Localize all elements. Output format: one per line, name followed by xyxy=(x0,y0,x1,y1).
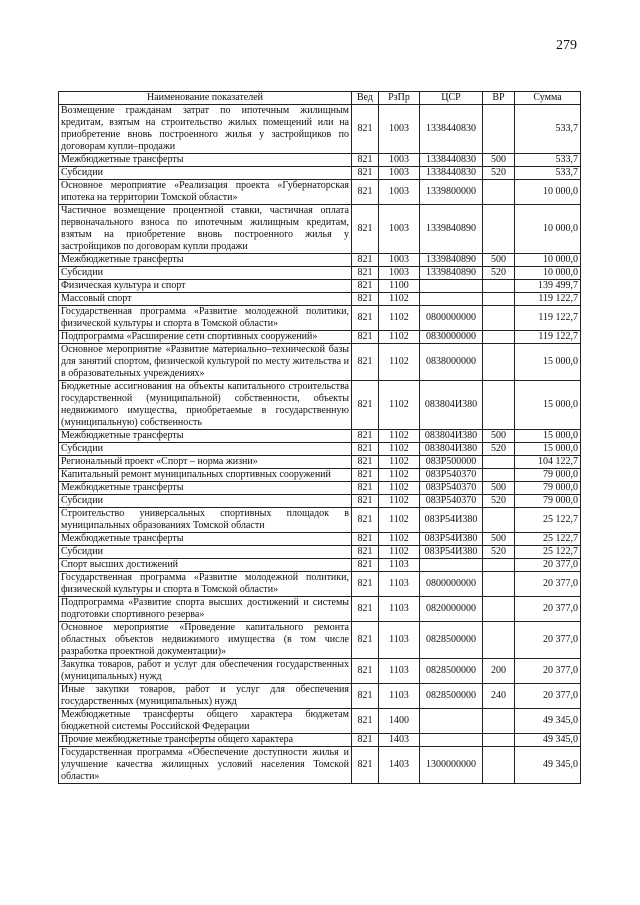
cell-name: Строительство универсальных спортивных площадок в муниципальных образованиях Томской области xyxy=(59,508,352,533)
budget-table xyxy=(58,91,581,784)
cell-vr: 500 xyxy=(483,430,515,443)
cell-vr xyxy=(483,344,515,381)
cell-ved: 821 xyxy=(352,254,379,267)
cell-vr: 520 xyxy=(483,443,515,456)
cell-ved: 821 xyxy=(352,154,379,167)
cell-csr: 1339840890 xyxy=(420,205,483,254)
table-row xyxy=(59,684,581,709)
cell-csr: 1338440830 xyxy=(420,105,483,154)
cell-name: Подпрограмма «Расширение сети спортивных сооружений» xyxy=(59,331,352,344)
cell-rzpr: 1102 xyxy=(379,344,420,381)
cell-rzpr: 1102 xyxy=(379,482,420,495)
cell-vr xyxy=(483,622,515,659)
cell-ved: 821 xyxy=(352,572,379,597)
cell-sum: 533,7 xyxy=(515,105,581,154)
cell-name: Субсидии xyxy=(59,546,352,559)
cell-vr xyxy=(483,205,515,254)
cell-name: Субсидии xyxy=(59,495,352,508)
cell-sum: 533,7 xyxy=(515,154,581,167)
cell-rzpr: 1103 xyxy=(379,659,420,684)
header-ved: Вед xyxy=(352,92,379,105)
cell-sum: 20 377,0 xyxy=(515,622,581,659)
cell-rzpr: 1102 xyxy=(379,508,420,533)
table-row xyxy=(59,430,581,443)
cell-vr: 500 xyxy=(483,154,515,167)
cell-rzpr: 1103 xyxy=(379,559,420,572)
cell-name: Основное мероприятие «Развитие материально–технической базы для занятий спортом, физической культурой по месту жительства и в образовательных учреждениях» xyxy=(59,344,352,381)
cell-sum: 10 000,0 xyxy=(515,205,581,254)
header-csr: ЦСР xyxy=(420,92,483,105)
table-row xyxy=(59,331,581,344)
cell-vr: 500 xyxy=(483,254,515,267)
cell-csr xyxy=(420,709,483,734)
cell-vr: 520 xyxy=(483,167,515,180)
cell-rzpr: 1400 xyxy=(379,709,420,734)
cell-name: Межбюджетные трансферты xyxy=(59,154,352,167)
cell-ved: 821 xyxy=(352,597,379,622)
table-row xyxy=(59,267,581,280)
cell-vr xyxy=(483,180,515,205)
cell-sum: 139 499,7 xyxy=(515,280,581,293)
table-row xyxy=(59,280,581,293)
cell-ved: 821 xyxy=(352,747,379,784)
cell-name: Частичное возмещение процентной ставки, частичная оплата первоначального взноса по ипотечным жилищным кредитам, взятым на приобретение вновь построенного жилья у застройщиков по договорам купли продажи xyxy=(59,205,352,254)
cell-csr: 083P54И380 xyxy=(420,533,483,546)
cell-csr xyxy=(420,559,483,572)
cell-name: Межбюджетные трансферты xyxy=(59,533,352,546)
cell-vr: 520 xyxy=(483,495,515,508)
cell-name: Основное мероприятие «Проведение капитального ремонта областных объектов недвижимого имущества (в том числе разработка проектной документации)» xyxy=(59,622,352,659)
table-row xyxy=(59,469,581,482)
cell-rzpr: 1102 xyxy=(379,469,420,482)
cell-rzpr: 1103 xyxy=(379,597,420,622)
cell-csr xyxy=(420,293,483,306)
cell-vr: 500 xyxy=(483,482,515,495)
cell-sum: 10 000,0 xyxy=(515,180,581,205)
cell-ved: 821 xyxy=(352,430,379,443)
cell-name: Бюджетные ассигнования на объекты капитального строительства государственной (муниципальной) собственности, объекты недвижимого имущества, приобретаемые в государственную (муниципальную) собственность xyxy=(59,381,352,430)
table-row xyxy=(59,734,581,747)
cell-ved: 821 xyxy=(352,306,379,331)
cell-rzpr: 1102 xyxy=(379,430,420,443)
cell-ved: 821 xyxy=(352,734,379,747)
cell-name: Государственная программа «Обеспечение доступности жилья и улучшение качества жилищных условий населения Томской области» xyxy=(59,747,352,784)
cell-ved: 821 xyxy=(352,482,379,495)
cell-csr: 0830000000 xyxy=(420,331,483,344)
page-number: 279 xyxy=(556,38,577,53)
cell-csr: 1338440830 xyxy=(420,154,483,167)
cell-sum: 104 122,7 xyxy=(515,456,581,469)
cell-ved: 821 xyxy=(352,443,379,456)
cell-name: Межбюджетные трансферты xyxy=(59,482,352,495)
cell-vr: 240 xyxy=(483,684,515,709)
cell-vr xyxy=(483,734,515,747)
cell-csr: 083P540370 xyxy=(420,482,483,495)
cell-csr: 0838000000 xyxy=(420,344,483,381)
table-row xyxy=(59,482,581,495)
cell-name: Субсидии xyxy=(59,167,352,180)
cell-csr: 0828500000 xyxy=(420,684,483,709)
cell-ved: 821 xyxy=(352,508,379,533)
cell-sum: 79 000,0 xyxy=(515,469,581,482)
cell-name: Иные закупки товаров, работ и услуг для обеспечения государственных (муниципальных) нужд xyxy=(59,684,352,709)
cell-name: Массовый спорт xyxy=(59,293,352,306)
cell-ved: 821 xyxy=(352,559,379,572)
cell-ved: 821 xyxy=(352,546,379,559)
cell-sum: 119 122,7 xyxy=(515,293,581,306)
cell-sum: 25 122,7 xyxy=(515,508,581,533)
cell-name: Подпрограмма «Развитие спорта высших достижений и системы подготовки спортивного резерва» xyxy=(59,597,352,622)
cell-rzpr: 1102 xyxy=(379,306,420,331)
cell-csr: 083P500000 xyxy=(420,456,483,469)
cell-vr xyxy=(483,331,515,344)
table-row xyxy=(59,167,581,180)
cell-sum: 20 377,0 xyxy=(515,572,581,597)
cell-sum: 20 377,0 xyxy=(515,659,581,684)
cell-ved: 821 xyxy=(352,622,379,659)
cell-vr xyxy=(483,381,515,430)
table-row xyxy=(59,456,581,469)
cell-name: Закупка товаров, работ и услуг для обеспечения государственных (муниципальных) нужд xyxy=(59,659,352,684)
cell-vr xyxy=(483,747,515,784)
table-row xyxy=(59,344,581,381)
table-row xyxy=(59,293,581,306)
cell-csr: 1339840890 xyxy=(420,254,483,267)
table-row xyxy=(59,572,581,597)
cell-ved: 821 xyxy=(352,280,379,293)
table-row xyxy=(59,381,581,430)
cell-csr: 083P540370 xyxy=(420,495,483,508)
cell-csr xyxy=(420,280,483,293)
header-sum: Сумма xyxy=(515,92,581,105)
table-row xyxy=(59,495,581,508)
cell-name: Межбюджетные трансферты общего характера бюджетам бюджетной системы Российской Федерации xyxy=(59,709,352,734)
cell-sum: 49 345,0 xyxy=(515,747,581,784)
cell-name: Спорт высших достижений xyxy=(59,559,352,572)
cell-csr: 0828500000 xyxy=(420,659,483,684)
cell-name: Капитальный ремонт муниципальных спортивных сооружений xyxy=(59,469,352,482)
cell-ved: 821 xyxy=(352,495,379,508)
cell-csr: 0820000000 xyxy=(420,597,483,622)
cell-rzpr: 1003 xyxy=(379,180,420,205)
table-header-row xyxy=(59,92,581,105)
cell-rzpr: 1103 xyxy=(379,572,420,597)
cell-ved: 821 xyxy=(352,331,379,344)
cell-rzpr: 1102 xyxy=(379,495,420,508)
cell-sum: 533,7 xyxy=(515,167,581,180)
cell-rzpr: 1003 xyxy=(379,154,420,167)
cell-vr xyxy=(483,306,515,331)
cell-ved: 821 xyxy=(352,205,379,254)
cell-rzpr: 1103 xyxy=(379,622,420,659)
cell-name: Физическая культура и спорт xyxy=(59,280,352,293)
table-row xyxy=(59,180,581,205)
cell-csr: 0828500000 xyxy=(420,622,483,659)
cell-vr xyxy=(483,559,515,572)
cell-sum: 10 000,0 xyxy=(515,267,581,280)
cell-csr: 083P540370 xyxy=(420,469,483,482)
cell-ved: 821 xyxy=(352,456,379,469)
cell-vr xyxy=(483,709,515,734)
cell-csr: 0800000000 xyxy=(420,572,483,597)
table-row xyxy=(59,306,581,331)
cell-name: Основное мероприятие «Реализация проекта «Губернаторская ипотека на территории Томской области» xyxy=(59,180,352,205)
cell-vr xyxy=(483,597,515,622)
cell-ved: 821 xyxy=(352,293,379,306)
cell-sum: 20 377,0 xyxy=(515,597,581,622)
cell-rzpr: 1102 xyxy=(379,293,420,306)
header-name: Наименование показателей xyxy=(59,92,352,105)
cell-vr xyxy=(483,508,515,533)
cell-csr: 083P54И380 xyxy=(420,508,483,533)
table-row xyxy=(59,622,581,659)
cell-ved: 821 xyxy=(352,267,379,280)
cell-vr xyxy=(483,456,515,469)
table-row xyxy=(59,254,581,267)
cell-sum: 79 000,0 xyxy=(515,482,581,495)
cell-ved: 821 xyxy=(352,709,379,734)
cell-name: Субсидии xyxy=(59,443,352,456)
cell-sum: 49 345,0 xyxy=(515,709,581,734)
cell-csr: 1339800000 xyxy=(420,180,483,205)
cell-csr: 1338440830 xyxy=(420,167,483,180)
cell-csr: 1300000000 xyxy=(420,747,483,784)
table-body xyxy=(59,105,581,784)
cell-sum: 25 122,7 xyxy=(515,546,581,559)
cell-sum: 25 122,7 xyxy=(515,533,581,546)
cell-vr: 520 xyxy=(483,267,515,280)
cell-csr xyxy=(420,734,483,747)
cell-vr: 200 xyxy=(483,659,515,684)
cell-csr: 083804И380 xyxy=(420,443,483,456)
cell-sum: 10 000,0 xyxy=(515,254,581,267)
cell-ved: 821 xyxy=(352,381,379,430)
cell-ved: 821 xyxy=(352,659,379,684)
cell-sum: 79 000,0 xyxy=(515,495,581,508)
cell-rzpr: 1103 xyxy=(379,684,420,709)
cell-sum: 15 000,0 xyxy=(515,381,581,430)
cell-name: Государственная программа «Развитие молодежной политики, физической культуры и спорта в Томской области» xyxy=(59,306,352,331)
table-row xyxy=(59,559,581,572)
table-row xyxy=(59,533,581,546)
cell-csr: 1339840890 xyxy=(420,267,483,280)
cell-sum: 15 000,0 xyxy=(515,443,581,456)
cell-vr: 520 xyxy=(483,546,515,559)
cell-name: Региональный проект «Спорт – норма жизни» xyxy=(59,456,352,469)
cell-csr: 083804И380 xyxy=(420,381,483,430)
cell-rzpr: 1102 xyxy=(379,381,420,430)
cell-csr: 0800000000 xyxy=(420,306,483,331)
cell-ved: 821 xyxy=(352,105,379,154)
cell-vr: 500 xyxy=(483,533,515,546)
cell-rzpr: 1403 xyxy=(379,747,420,784)
cell-sum: 119 122,7 xyxy=(515,306,581,331)
cell-vr xyxy=(483,572,515,597)
header-rzpr: РзПр xyxy=(379,92,420,105)
cell-sum: 20 377,0 xyxy=(515,559,581,572)
table-row xyxy=(59,659,581,684)
cell-rzpr: 1003 xyxy=(379,254,420,267)
table-row xyxy=(59,709,581,734)
cell-ved: 821 xyxy=(352,180,379,205)
table-row xyxy=(59,105,581,154)
cell-csr: 083804И380 xyxy=(420,430,483,443)
cell-sum: 15 000,0 xyxy=(515,430,581,443)
cell-rzpr: 1003 xyxy=(379,167,420,180)
table-row xyxy=(59,508,581,533)
cell-csr: 083P54И380 xyxy=(420,546,483,559)
cell-rzpr: 1403 xyxy=(379,734,420,747)
cell-rzpr: 1102 xyxy=(379,443,420,456)
table-row xyxy=(59,747,581,784)
cell-rzpr: 1102 xyxy=(379,533,420,546)
header-vr: ВР xyxy=(483,92,515,105)
cell-sum: 119 122,7 xyxy=(515,331,581,344)
table-row xyxy=(59,154,581,167)
cell-vr xyxy=(483,105,515,154)
table-row xyxy=(59,546,581,559)
cell-rzpr: 1102 xyxy=(379,331,420,344)
cell-ved: 821 xyxy=(352,469,379,482)
table-row xyxy=(59,443,581,456)
cell-sum: 49 345,0 xyxy=(515,734,581,747)
cell-name: Субсидии xyxy=(59,267,352,280)
cell-name: Межбюджетные трансферты xyxy=(59,254,352,267)
cell-rzpr: 1102 xyxy=(379,546,420,559)
cell-sum: 20 377,0 xyxy=(515,684,581,709)
table-row xyxy=(59,597,581,622)
table-row xyxy=(59,205,581,254)
cell-ved: 821 xyxy=(352,167,379,180)
cell-name: Возмещение гражданам затрат по ипотечным жилищным кредитам, взятым на строительство жилых помещений или на приобретение вновь построенного жилья у застройщиков по договорам купли–продажи xyxy=(59,105,352,154)
cell-ved: 821 xyxy=(352,684,379,709)
cell-vr xyxy=(483,280,515,293)
cell-rzpr: 1003 xyxy=(379,205,420,254)
cell-name: Межбюджетные трансферты xyxy=(59,430,352,443)
cell-rzpr: 1100 xyxy=(379,280,420,293)
cell-ved: 821 xyxy=(352,344,379,381)
cell-vr xyxy=(483,293,515,306)
cell-rzpr: 1003 xyxy=(379,105,420,154)
cell-vr xyxy=(483,469,515,482)
cell-rzpr: 1003 xyxy=(379,267,420,280)
cell-ved: 821 xyxy=(352,533,379,546)
cell-name: Прочие межбюджетные трансферты общего характера xyxy=(59,734,352,747)
cell-name: Государственная программа «Развитие молодежной политики, физической культуры и спорта в Томской области» xyxy=(59,572,352,597)
cell-sum: 15 000,0 xyxy=(515,344,581,381)
cell-rzpr: 1102 xyxy=(379,456,420,469)
